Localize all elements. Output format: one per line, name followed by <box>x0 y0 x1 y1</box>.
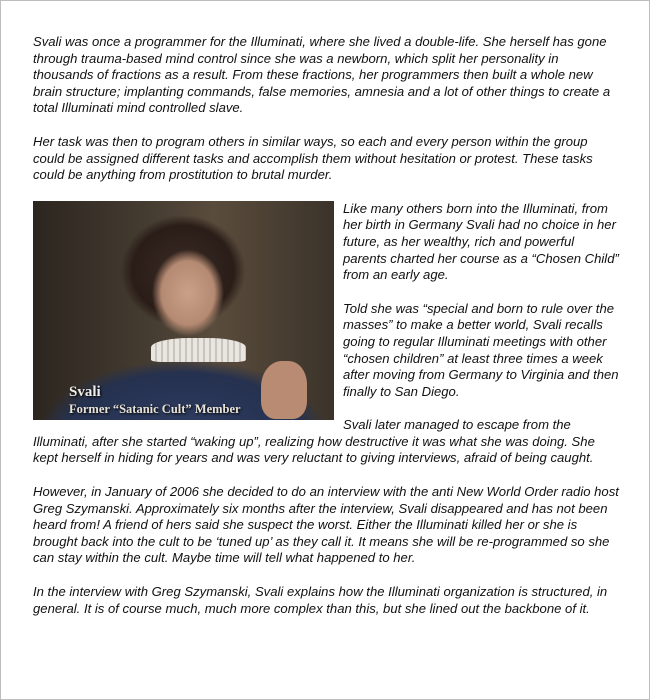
paragraph-birth: Like many others born into the Illuminati, from her birth in Germany Svali had no choice in her future, as her wealthy, rich and powerful parents charted her course as a “Chosen Child” from an early age. <box>343 200 619 283</box>
photo-hand <box>261 361 307 419</box>
paragraph-intro: Svali was once a programmer for the Illuminati, where she lived a double-life. She herself has gone through trauma-based mind control since she was a newborn, which split her personality in thousands of fractions as a result. From these fractions, her programmers then built a whole new brain structure; implanting commands, false memories, amnesia and a lot of other things to create a total Illuminati mind controlled slave. <box>33 34 611 116</box>
paragraph-task: Her task was then to program others in similar ways, so each and every person within the group could be assigned different tasks and accomplish them without hesitation or protest. These tasks could be anything from prostitution to brutal murder. <box>33 133 593 183</box>
paragraph-structure: In the interview with Greg Szymanski, Svali explains how the Illuminati organization is structured, in general. It is of course much, much more complex than this, but she lined out the backbone of it. <box>33 584 608 616</box>
photo-caption-name: Svali <box>69 383 101 400</box>
article-body <box>33 34 619 634</box>
paragraph-escape: Svali later managed to escape from the Illuminati, after she started “waking up”, realizing how destructive it was what she was doing. She kept herself in hiding for years and was very reluctant to giving interviews, afraid of being caught. <box>33 417 595 466</box>
photo-collar <box>151 338 246 362</box>
paragraph-interview: However, in January of 2006 she decided to do an interview with the anti New World Order radio host Greg Szymanski. Approximately six months after the interview, Svali disappeared and has not been heard from! A friend of hers said she suspect the worst. Either the Illuminati killed her or she is brought back into the cult to be ‘tuned up’ as they call it. It means she will be re-programmed so she can stay within the cult. Maybe time will tell what happened to her. <box>33 484 619 566</box>
paragraph-chosen: Told she was “special and born to rule over the masses” to make a better world, Svali recalls going to regular Illuminati meetings with other “chosen children” at least three times a week after moving from Germany to Virginia and then finally to San Diego. <box>343 300 619 399</box>
photo-caption-title: Former “Satanic Cult” Member <box>69 401 241 416</box>
svali-photo <box>33 201 334 420</box>
